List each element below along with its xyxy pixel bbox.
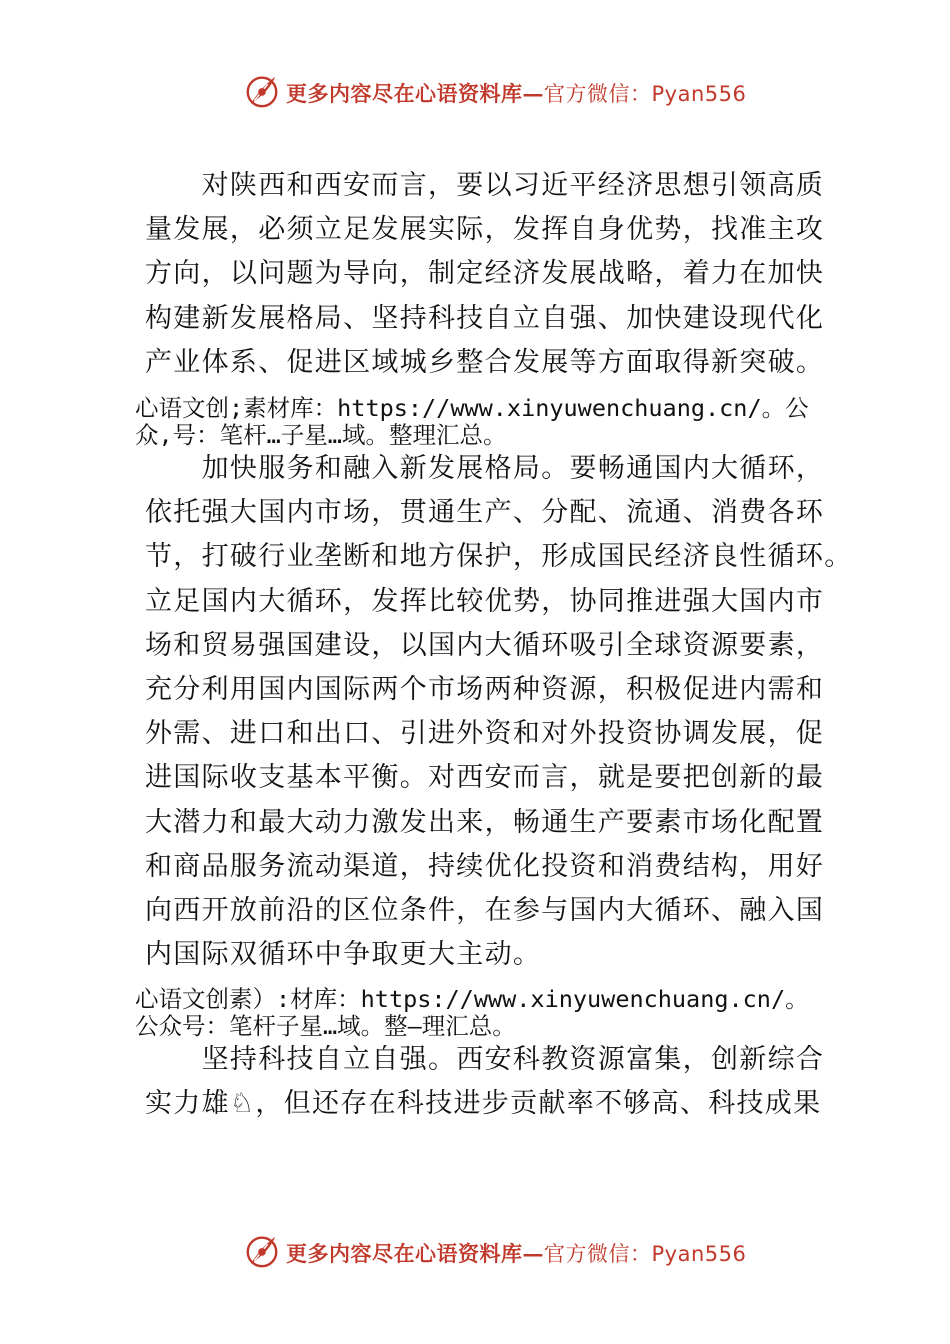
text-line: 构建新发展格局、坚持科技自立自强、加快建设现代化	[145, 302, 825, 334]
paragraph-2	[145, 447, 853, 977]
text-line: 内国际双循环中争取更大主动。	[145, 939, 542, 971]
text-line: 加快服务和融入新发展格局。要畅通国内大循环，	[145, 453, 825, 484]
paragraph-1	[145, 164, 825, 385]
text-line: 对陕西和西安而言，要以习近平经济思想引领高质	[145, 170, 825, 201]
text-line: 充分利用国内国际两个市场两种资源，积极促进内需和	[145, 674, 825, 706]
note-line: 心语文创;素材库：https://www.xinyuwenchuang.cn/。公	[135, 394, 809, 422]
text-line: 依托强大国内市场，贯通生产、分配、流通、消费各环	[145, 497, 825, 529]
footer-wechat-text: 官方微信：Pyan556	[544, 1242, 747, 1266]
note-line: 众,号：笔杆…子星…域。整理汇总。	[135, 421, 507, 449]
feather-pen-logo-icon	[243, 72, 281, 110]
footer-text	[286, 1238, 746, 1268]
header-text	[286, 78, 746, 108]
header-site-text: 更多内容尽在心语资料库—	[286, 81, 544, 106]
paragraph-3	[145, 1038, 825, 1126]
note-line: 心语文创素）:材库：https://www.xinyuwenchuang.cn/。	[135, 985, 809, 1013]
text-line: 节，打破行业垄断和地方保护，形成国民经济良性循环。	[145, 541, 853, 573]
footer-banner	[0, 1228, 950, 1278]
text-line: 外需、进口和出口、引进外资和对外投资协调发展，促	[145, 718, 825, 750]
text-line: 方向，以问题为导向，制定经济发展战略，着力在加快	[145, 258, 825, 290]
text-line: 和商品服务流动渠道，持续优化投资和消费结构，用好	[145, 850, 825, 882]
text-line: 产业体系、促进区域城乡整合发展等方面取得新突破。	[145, 346, 825, 378]
text-line: 立足国内大循环，发挥比较优势，协同推进强大国内市	[145, 585, 825, 617]
text-line: 坚持科技自立自强。西安科教资源富集，创新综合	[145, 1044, 825, 1075]
footer-site-text: 更多内容尽在心语资料库—	[286, 1241, 544, 1266]
source-note-2	[135, 986, 835, 1040]
text-line: 进国际收支基本平衡。对西安而言，就是要把创新的最	[145, 762, 825, 794]
text-line: 向西开放前沿的区位条件，在参与国内大循环、融入国	[145, 895, 825, 927]
text-line: 大潜力和最大动力激发出来，畅通生产要素市场化配置	[145, 806, 825, 838]
text-line: 实力雄♘，但还存在科技进步贡献率不够高、科技成果	[145, 1088, 822, 1120]
feather-pen-logo-icon	[243, 1232, 281, 1270]
header-wechat-text: 官方微信：Pyan556	[544, 82, 747, 106]
note-line: 公众号：笔杆子星…域。整—理汇总。	[135, 1012, 516, 1040]
source-note-1	[135, 395, 835, 449]
header-banner	[0, 68, 950, 118]
text-line: 场和贸易强国建设，以国内大循环吸引全球资源要素，	[145, 629, 825, 661]
text-line: 量发展，必须立足发展实际，发挥自身优势，找准主攻	[145, 214, 825, 246]
